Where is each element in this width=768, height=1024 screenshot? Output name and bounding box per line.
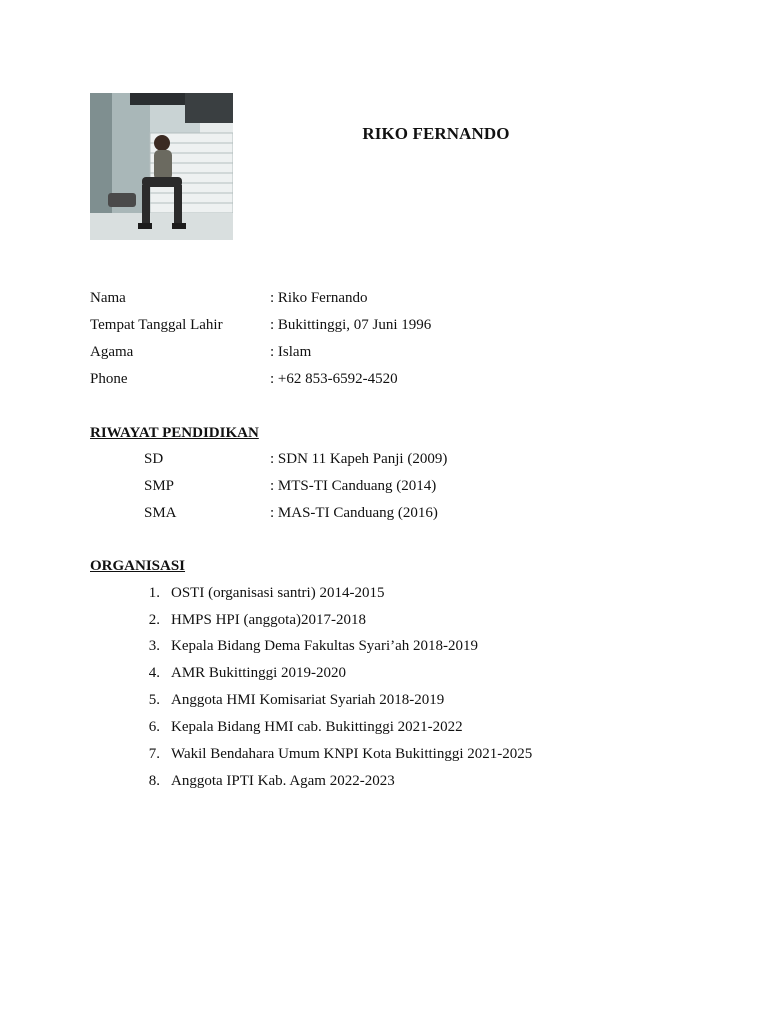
label-nama: Nama [90, 290, 126, 306]
education-level-smp: SMP [144, 478, 175, 494]
value-agama: : Islam [270, 344, 312, 360]
list-item: Kepala Bidang Dema Fakultas Syari’ah 2018-2019 [171, 638, 479, 654]
value-ttl: : Bukittinggi, 07 Juni 1996 [270, 317, 432, 333]
list-item-number: 8. [148, 773, 160, 789]
organization-heading: ORGANISASI [90, 558, 186, 574]
label-ttl: Tempat Tanggal Lahir [90, 317, 223, 333]
list-item-number: 2. [148, 612, 160, 628]
list-item: Wakil Bendahara Umum KNPI Kota Bukittinggi 2021-2025 [171, 746, 533, 762]
list-item: Anggota IPTI Kab. Agam 2022-2023 [171, 773, 395, 789]
list-item: Kepala Bidang HMI cab. Bukittinggi 2021-2022 [171, 719, 463, 735]
list-item-number: 3. [148, 638, 160, 654]
education-level-sd: SD [144, 451, 164, 467]
list-item: OSTI (organisasi santri) 2014-2015 [171, 585, 385, 601]
list-item-number: 1. [148, 585, 160, 601]
list-item: AMR Bukittinggi 2019-2020 [171, 665, 347, 681]
label-agama: Agama [90, 344, 134, 360]
education-heading: RIWAYAT PENDIDIKAN [90, 425, 259, 441]
list-item: HMPS HPI (anggota)2017-2018 [171, 612, 366, 628]
value-phone: : +62 853-6592-4520 [270, 371, 398, 387]
list-item: Anggota HMI Komisariat Syariah 2018-2019 [171, 692, 445, 708]
education-value-smp: : MTS-TI Canduang (2014) [270, 478, 437, 494]
list-item-number: 7. [148, 746, 160, 762]
label-phone: Phone [90, 371, 128, 387]
list-item-number: 5. [148, 692, 160, 708]
profile-photo [90, 93, 233, 240]
page-title: RIKO FERNANDO [362, 124, 510, 143]
list-item-number: 6. [148, 719, 160, 735]
list-item-number: 4. [148, 665, 160, 681]
education-value-sd: : SDN 11 Kapeh Panji (2009) [270, 451, 448, 467]
education-value-sma: : MAS-TI Canduang (2016) [270, 505, 438, 521]
education-level-sma: SMA [144, 505, 177, 521]
value-nama: : Riko Fernando [270, 290, 368, 306]
